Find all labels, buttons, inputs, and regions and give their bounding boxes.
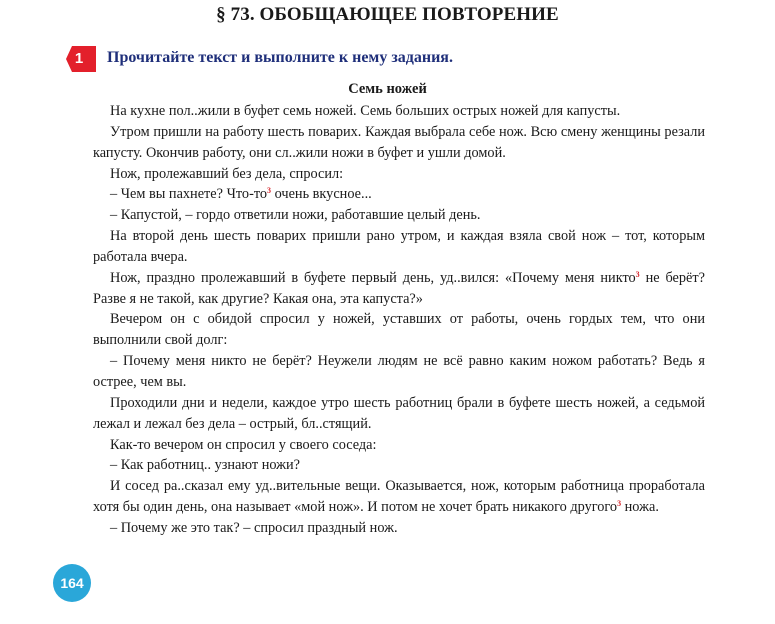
text-title: Семь ножей	[348, 81, 427, 97]
paragraph: – Капустой, – гордо ответили ножи, работавшие целый день.	[110, 207, 481, 224]
task-number: 1	[74, 50, 84, 67]
page-number-badge: 164	[53, 564, 91, 602]
paragraph: Как-то вечером он спросил у своего соседа:	[110, 436, 377, 453]
task-prompt: Прочитайте текст и выполните к нему задания.	[107, 49, 453, 66]
paragraph: Вечером он с обидой спросил у ножей, уставших от работы, очень гордых тем, что они выполнили свой долг:	[93, 311, 705, 349]
paragraph-text: ножа.	[621, 499, 659, 516]
paragraph: – Как работниц.. узнают ножи?	[110, 457, 301, 474]
orthogram-mark: 3	[635, 269, 640, 279]
paragraph	[93, 268, 705, 310]
paragraph-text: – Чем вы пахнете? Что-то	[110, 186, 268, 203]
paragraph-text: очень вкусное...	[271, 186, 372, 203]
paragraph: – Почему же это так? – спросил праздный нож.	[110, 519, 398, 536]
paragraph: Нож, пролежавший без дела, спросил:	[110, 165, 344, 182]
orthogram-mark: 3	[267, 186, 272, 196]
section-title: § 73. ОБОБЩАЮЩЕЕ ПОВТОРЕНИЕ	[216, 4, 559, 25]
paragraph: На кухне пол..жили в буфет семь ножей. Семь больших острых ножей для капусты.	[110, 103, 621, 119]
paragraph: – Почему меня никто не берёт? Неужели людям не всё равно каким ножом работать? Ведь я острее, чем вы.	[93, 353, 705, 390]
paragraph-text: не берёт? Разве я не такой, как другие? Какая она, эта капуста?»	[93, 269, 705, 307]
orthogram-mark: 3	[617, 499, 622, 509]
paragraph-text: И сосед ра..сказал ему уд..вительные вещи. Оказывается, нож, которым работница проработала хотя бы один день, она называет «мой нож». И потом не хочет брать никакого другого	[93, 478, 705, 516]
paragraph	[93, 476, 705, 518]
paragraph	[93, 184, 705, 205]
paragraph-text: Нож, праздно пролежавший в буфете первый день, уд..вился: «Почему меня никто	[110, 269, 636, 286]
paragraph: Утром пришли на работу шесть поварих. Каждая выбрала себе нож. Всю смену женщины резали капусту. Окончив работу, они сл..жили ножи в буфет и ушли домой.	[93, 123, 705, 161]
story-text	[93, 101, 705, 539]
paragraph: Проходили дни и недели, каждое утро шесть работниц брали в буфете шесть ножей, а седьмой лежал и лежал без дела – острый, бл..стящий.	[93, 394, 705, 432]
paragraph: На второй день шесть поварих пришли рано утром, и каждая взяла свой нож – тот, которым работала вчера.	[93, 228, 705, 265]
task-number-badge	[66, 46, 96, 72]
